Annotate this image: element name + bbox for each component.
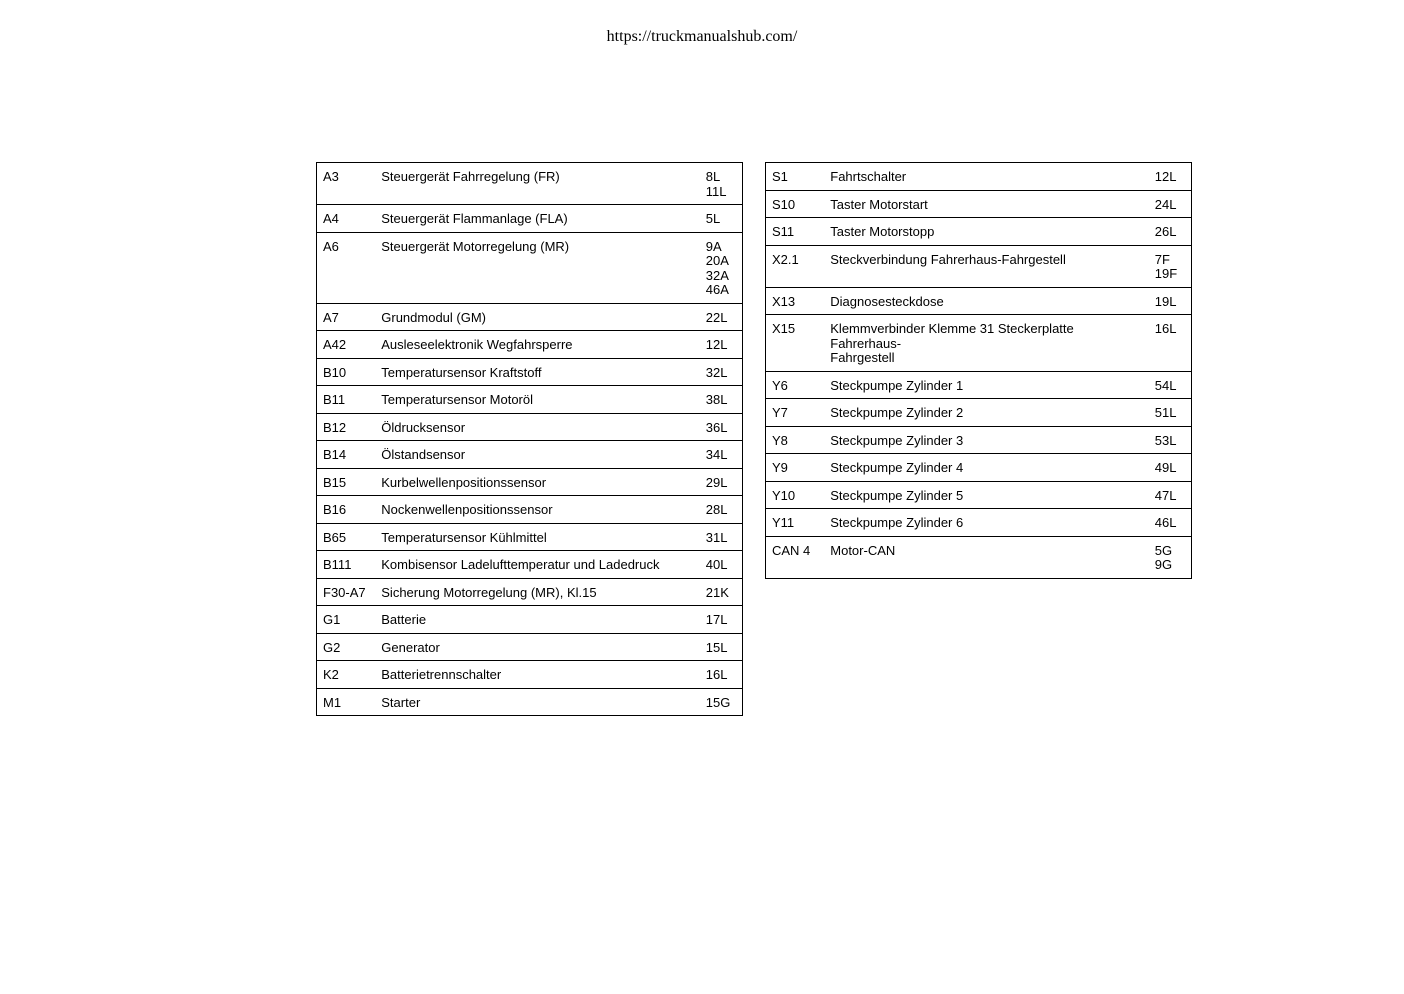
grid-reference: 12L [700,331,743,359]
table-row [317,523,743,551]
component-code: A42 [317,331,376,359]
component-description: Taster Motorstart [824,190,1149,218]
table-row [766,509,1192,537]
component-description: Kombisensor Ladelufttemperatur und Ladedruck [375,551,700,579]
component-description: Ölstandsensor [375,441,700,469]
grid-reference: 5G 9G [1149,536,1192,578]
component-description: Temperatursensor Motoröl [375,386,700,414]
grid-reference: 17L [700,606,743,634]
table-row [766,315,1192,372]
component-code: B12 [317,413,376,441]
component-description: Steuergerät Fahrregelung (FR) [381,169,560,184]
grid-reference: 5L [700,205,743,233]
component-description: Motor-CAN [824,536,1149,578]
component-description: Steckpumpe Zylinder 3 [824,426,1149,454]
component-code: B14 [317,441,376,469]
component-code: A4 [317,205,376,233]
table-row [317,358,743,386]
grid-reference: 34L [700,441,743,469]
table-row [317,661,743,689]
table-row [317,578,743,606]
component-code: Y9 [766,454,825,482]
table-row [317,331,743,359]
table-row [766,536,1192,578]
table-row [766,371,1192,399]
component-description: Steckpumpe Zylinder 6 [824,509,1149,537]
component-legend-table-right [765,162,1192,579]
grid-reference: 22L [700,303,743,331]
grid-reference: 38L [700,386,743,414]
component-code: G1 [317,606,376,634]
component-description: Ausleseelektronik Wegfahrsperre [375,331,700,359]
component-code: B111 [317,551,376,579]
table-row [317,386,743,414]
component-code: B16 [317,496,376,524]
table-row [317,413,743,441]
table-row [766,287,1192,315]
table-row [766,454,1192,482]
table-row [317,205,743,233]
component-description: Grundmodul (GM) [375,303,700,331]
grid-reference: 15G [700,688,743,716]
table-row [317,633,743,661]
component-legend-table-left [316,162,743,716]
table-row [317,688,743,716]
component-code: Y10 [766,481,825,509]
component-code: B11 [317,386,376,414]
grid-reference: 7F 19F [1149,245,1192,287]
table-row [766,399,1192,427]
table-row [317,606,743,634]
grid-reference: 19L [1149,287,1192,315]
component-code: A3 [323,169,339,184]
component-code: Y7 [766,399,825,427]
grid-reference: 12L [1154,169,1177,184]
component-code: B10 [317,358,376,386]
component-code: Y8 [766,426,825,454]
component-code: X2.1 [766,245,825,287]
grid-reference: 24L [1149,190,1192,218]
component-code: B65 [317,523,376,551]
component-code: A7 [317,303,376,331]
component-code: F30-A7 [317,578,376,606]
component-description: Steckpumpe Zylinder 1 [824,371,1149,399]
table-row [317,163,743,205]
component-description: Öldrucksensor [375,413,700,441]
component-code: S1 [772,169,788,184]
component-description: Batterie [375,606,700,634]
component-code: CAN 4 [766,536,825,578]
component-code: X13 [766,287,825,315]
component-description: Generator [375,633,700,661]
table-row [317,303,743,331]
component-code: Y6 [766,371,825,399]
component-description: Steckpumpe Zylinder 2 [824,399,1149,427]
component-description: Nockenwellenpositionssensor [375,496,700,524]
source-url: https://truckmanualshub.com/ [606,28,798,45]
table-row [766,245,1192,287]
component-description: Taster Motorstopp [824,218,1149,246]
component-code: X15 [766,315,825,372]
component-description: Temperatursensor Kühlmittel [375,523,700,551]
grid-reference: 40L [700,551,743,579]
table-row [317,496,743,524]
grid-reference: 47L [1149,481,1192,509]
grid-reference: 49L [1149,454,1192,482]
component-description: Batterietrennschalter [375,661,700,689]
grid-reference: 8L 11L [705,169,727,199]
grid-reference: 9A 20A 32A 46A [700,232,743,303]
component-code: Y11 [766,509,825,537]
grid-reference: 29L [700,468,743,496]
table-row [766,426,1192,454]
grid-reference: 54L [1149,371,1192,399]
component-description: Sicherung Motorregelung (MR), Kl.15 [375,578,700,606]
grid-reference: 26L [1149,218,1192,246]
table-row [317,441,743,469]
grid-reference: 31L [700,523,743,551]
component-code: M1 [317,688,376,716]
component-code: G2 [317,633,376,661]
grid-reference: 51L [1149,399,1192,427]
grid-reference: 46L [1149,509,1192,537]
component-description: Diagnosesteckdose [824,287,1149,315]
component-description: Steckverbindung Fahrerhaus-Fahrgestell [824,245,1149,287]
component-description: Fahrtschalter [830,169,907,184]
component-description: Klemmverbinder Klemme 31 Steckerplatte Fahrerhaus- Fahrgestell [824,315,1149,372]
component-description: Steuergerät Motorregelung (MR) [375,232,700,303]
grid-reference: 21K [700,578,743,606]
component-description: Temperatursensor Kraftstoff [375,358,700,386]
component-description: Starter [375,688,700,716]
table-row [766,481,1192,509]
component-code: S11 [766,218,825,246]
component-description: Steuergerät Flammanlage (FLA) [375,205,700,233]
component-description: Steckpumpe Zylinder 4 [824,454,1149,482]
table-row [317,468,743,496]
table-row [766,218,1192,246]
grid-reference: 28L [700,496,743,524]
grid-reference: 15L [700,633,743,661]
grid-reference: 32L [700,358,743,386]
grid-reference: 16L [1149,315,1192,372]
component-code: A6 [317,232,376,303]
grid-reference: 16L [700,661,743,689]
table-row [317,232,743,303]
component-code: B15 [317,468,376,496]
grid-reference: 36L [700,413,743,441]
grid-reference: 53L [1149,426,1192,454]
component-description: Kurbelwellenpositionssensor [375,468,700,496]
table-row [317,551,743,579]
table-row [766,163,1192,191]
component-code: K2 [317,661,376,689]
component-code: S10 [766,190,825,218]
table-row [766,190,1192,218]
component-description: Steckpumpe Zylinder 5 [824,481,1149,509]
